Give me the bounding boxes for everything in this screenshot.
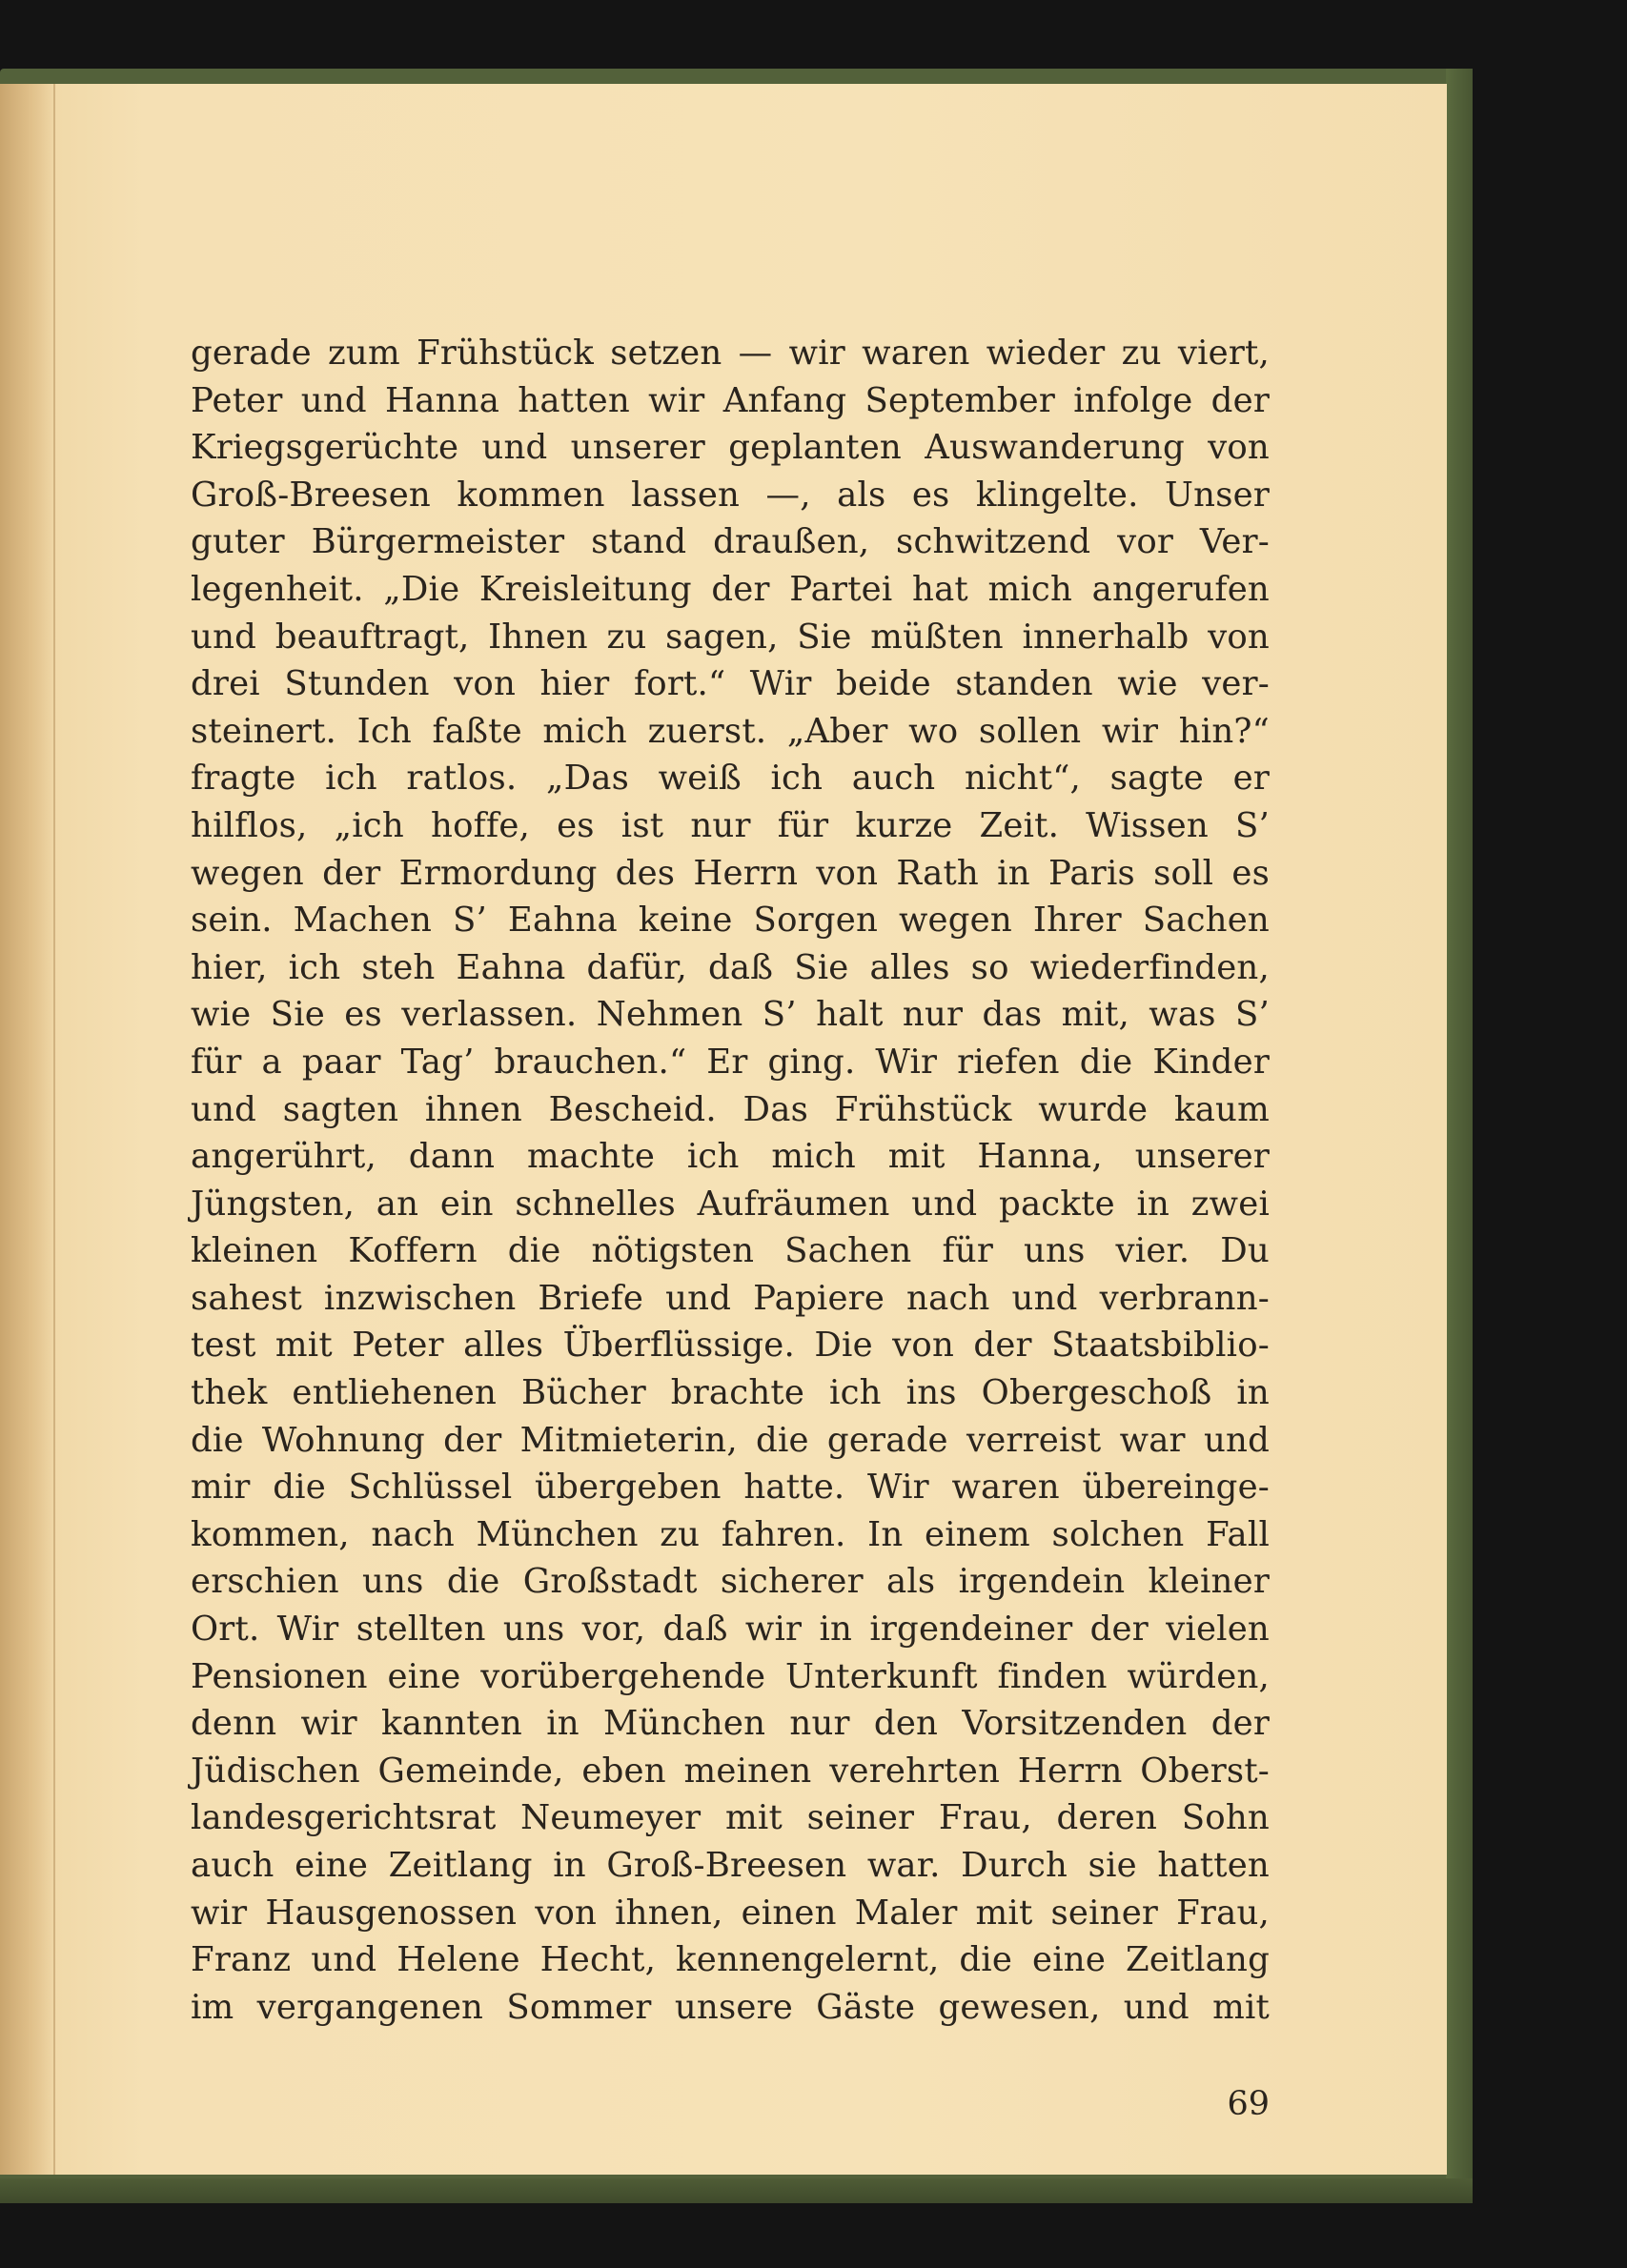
cover-edge-bottom [0,2178,1473,2203]
page-gutter [0,84,55,2175]
text-line: angerührt, dann machte ich mich mit Hanna, unserer [191,1137,1270,1177]
text-line: guter Bürgermeister stand draußen, schwitzend vor Ver- [191,522,1270,562]
text-line: Kriegsgerüchte und unserer geplanten Auswanderung von [191,428,1270,468]
text-line: thek entliehenen Bücher brachte ich ins Obergeschoß in [191,1373,1270,1413]
text-line: Peter und Hanna hatten wir Anfang September infolge der [191,380,1270,420]
text-line: test mit Peter alles Überflüssige. Die von der Staatsbiblio- [191,1326,1270,1366]
text-line: im vergangenen Sommer unsere Gäste gewesen, und mit [191,1987,1270,2027]
text-line: Groß-Breesen kommen lassen —, als es klingelte. Unser [191,475,1270,515]
text-line: Jüdischen Gemeinde, eben meinen verehrten Herrn Oberst- [191,1751,1270,1791]
text-line: erschien uns die Großstadt sicherer als irgendein kleiner [191,1562,1270,1602]
text-line: Jüngsten, an ein schnelles Aufräumen und packte in zwei [191,1184,1270,1224]
text-line: hilflos, „ich hoffe, es ist nur für kurze Zeit. Wissen S’ [191,805,1270,845]
page-number: 69 [1227,2085,1270,2123]
text-line: denn wir kannten in München nur den Vorsitzenden der [191,1704,1270,1744]
text-line: kommen, nach München zu fahren. In einem solchen Fall [191,1514,1270,1554]
text-line: Pensionen eine vorübergehende Unterkunft finden würden, [191,1656,1270,1696]
text-line: gerade zum Frühstück setzen — wir waren wieder zu viert, [191,334,1270,373]
text-line: fragte ich ratlos. „Das weiß ich auch nicht“, sagte er [191,759,1270,799]
gutter-fold-line [53,84,55,2175]
text-line: steinert. Ich faßte mich zuerst. „Aber wo sollen wir hin?“ [191,711,1270,751]
text-line: und beauftragt, Ihnen zu sagen, Sie müßten innerhalb von [191,617,1270,657]
cover-edge-right [1446,69,1473,2203]
text-line: wegen der Ermordung des Herrn von Rath in Paris soll es [191,853,1270,893]
text-line: für a paar Tag’ brauchen.“ Er ging. Wir riefen die Kinder [191,1042,1270,1082]
book-page [0,84,1447,2175]
text-line: drei Stunden von hier fort.“ Wir beide standen wie ver- [191,664,1270,704]
text-line: kleinen Koffern die nötigsten Sachen für uns vier. Du [191,1231,1270,1271]
text-line: legenheit. „Die Kreisleitung der Partei hat mich angerufen [191,569,1270,609]
text-line: landesgerichtsrat Neumeyer mit seiner Frau, deren Sohn [191,1798,1270,1838]
text-line: auch eine Zeitlang in Groß-Breesen war. Durch sie hatten [191,1846,1270,1885]
text-line: sahest inzwischen Briefe und Papiere nach und verbrann- [191,1278,1270,1318]
text-line: Franz und Helene Hecht, kennengelernt, die eine Zeitlang [191,1940,1270,1980]
text-line: sein. Machen S’ Eahna keine Sorgen wegen Ihrer Sachen [191,901,1270,941]
text-line: Ort. Wir stellten uns vor, daß wir in irgendeiner der vielen [191,1610,1270,1650]
text-line: die Wohnung der Mitmieterin, die gerade verreist war und [191,1420,1270,1460]
text-line: hier, ich steh Eahna dafür, daß Sie alles so wiederfinden, [191,947,1270,987]
text-line: wie Sie es verlassen. Nehmen S’ halt nur das mit, was S’ [191,995,1270,1035]
text-line: und sagten ihnen Bescheid. Das Frühstück wurde kaum [191,1089,1270,1129]
body-text [191,330,1270,2031]
text-line: mir die Schlüssel übergeben hatte. Wir waren übereinge- [191,1468,1270,1508]
text-line: wir Hausgenossen von ihnen, einen Maler mit seiner Frau, [191,1893,1270,1933]
